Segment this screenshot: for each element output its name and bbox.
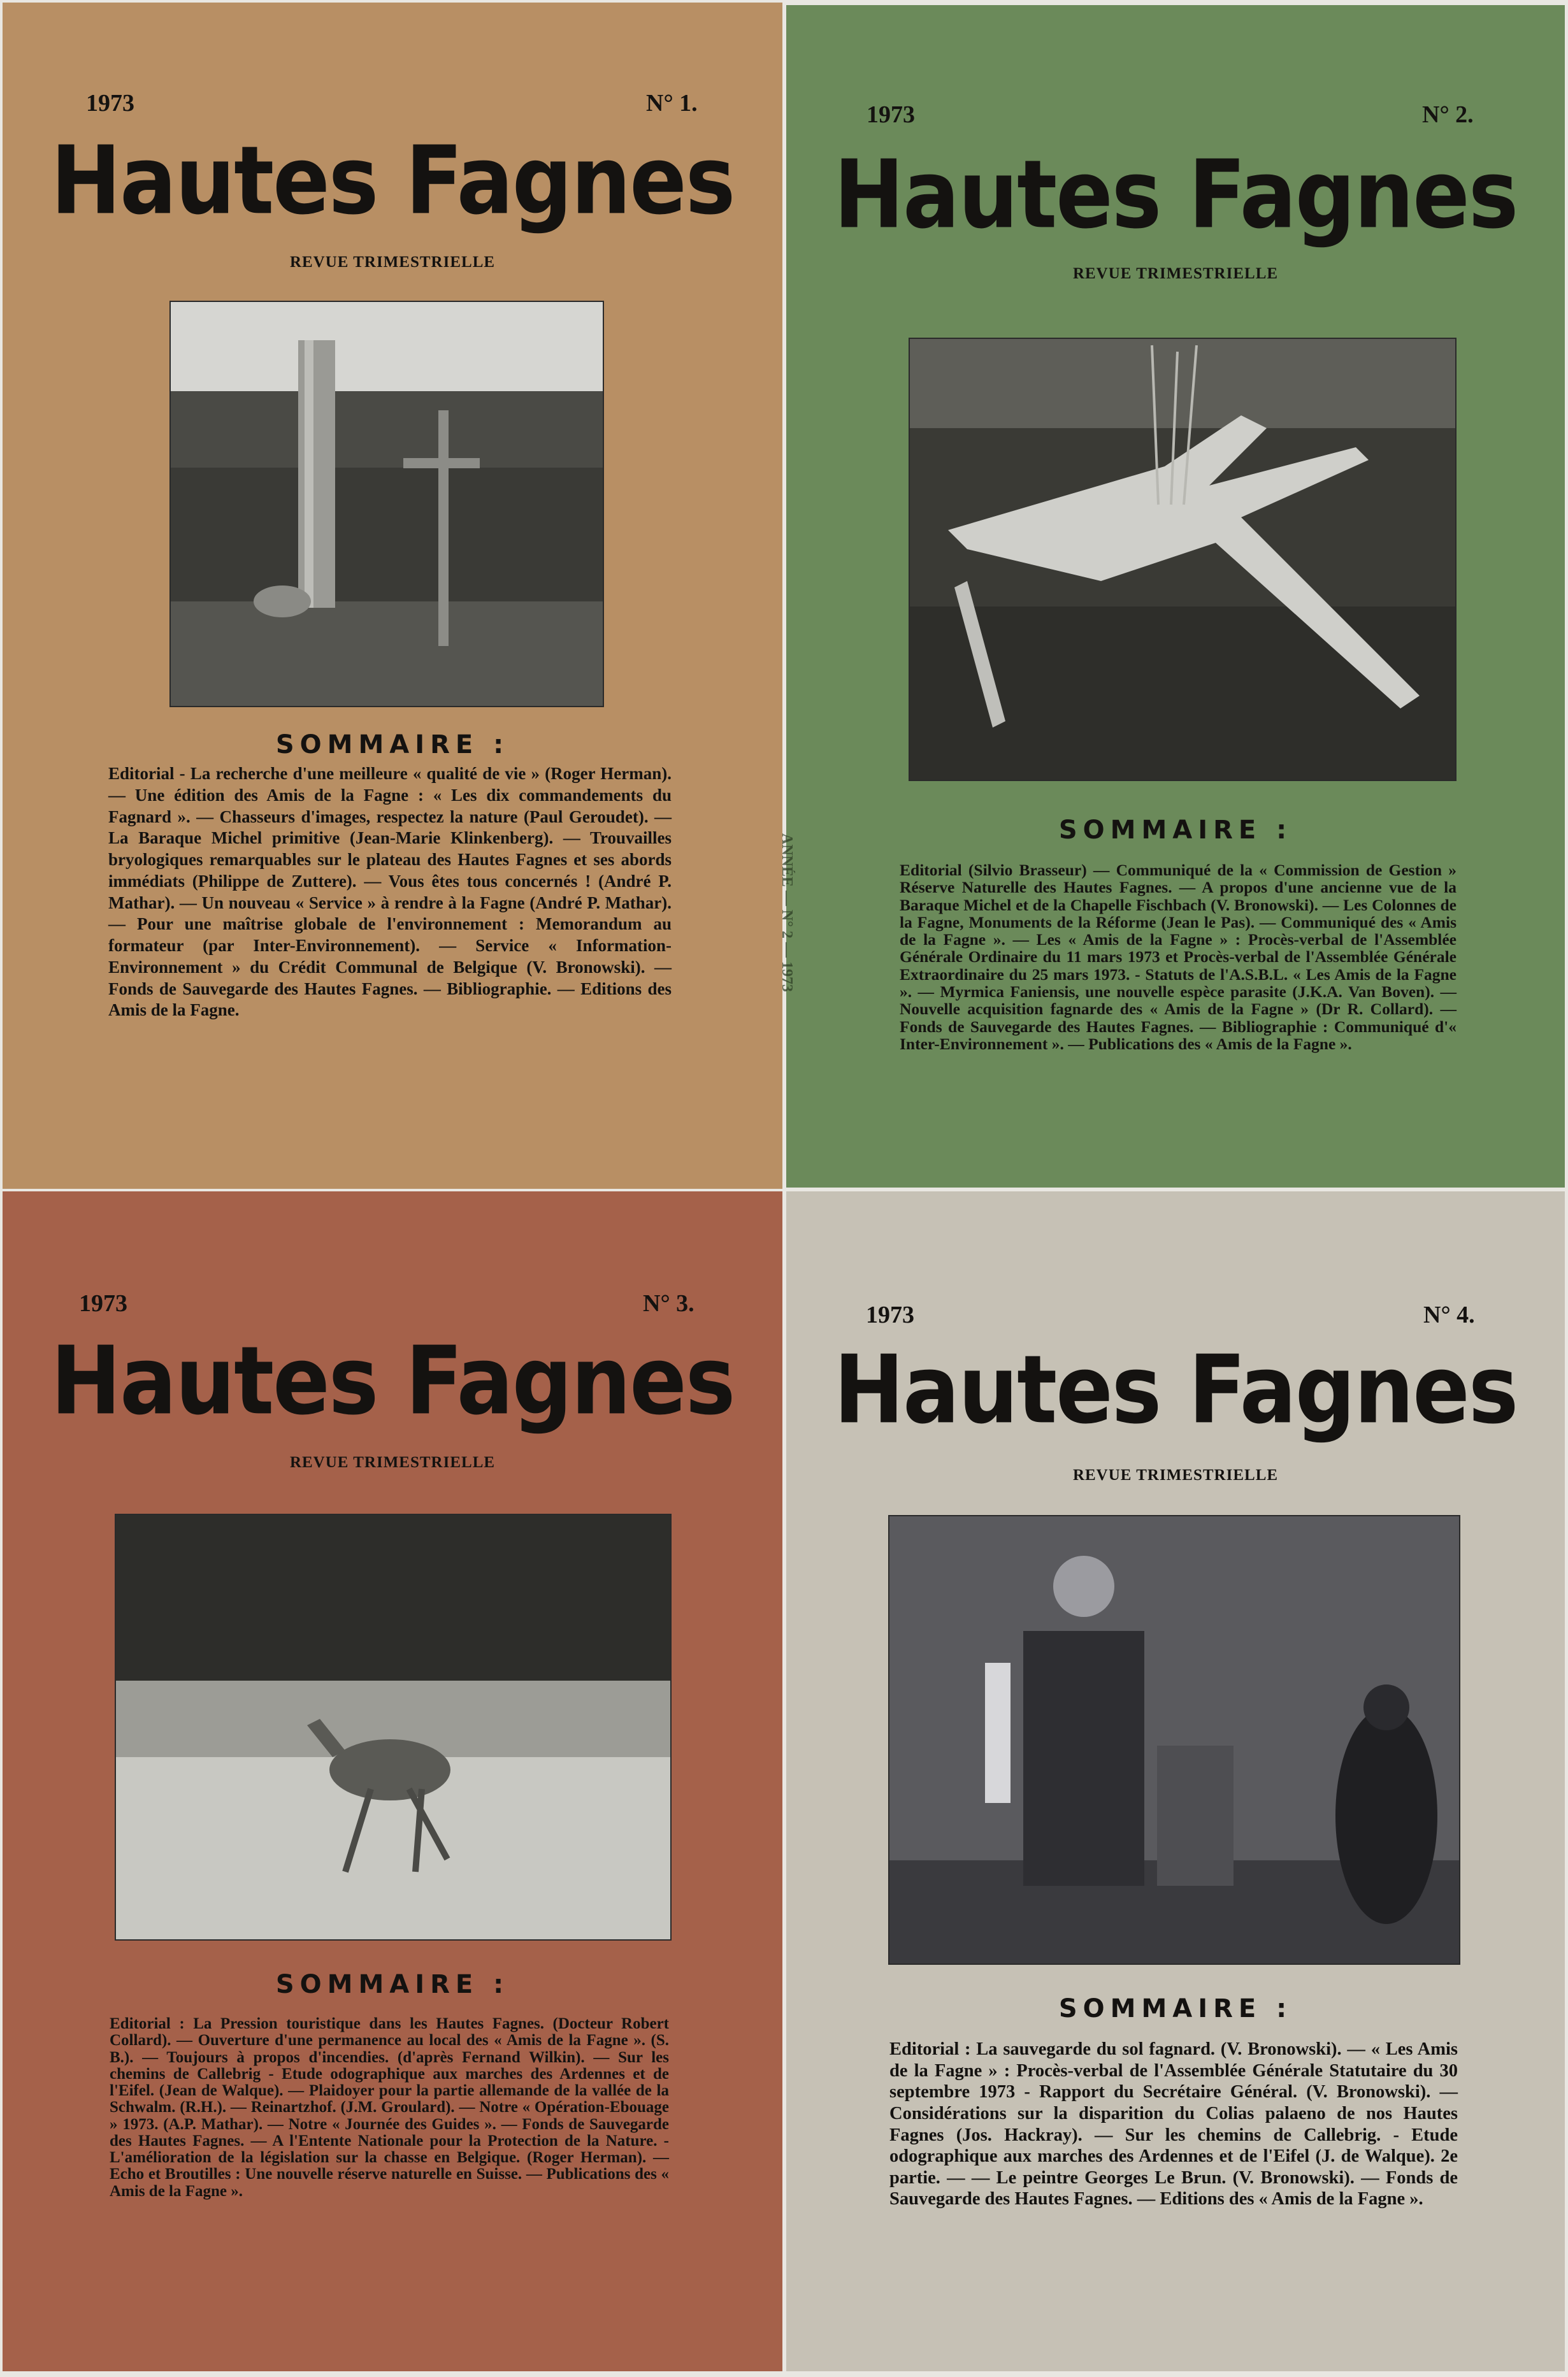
sommaire-heading: SOMMAIRE : xyxy=(1058,1994,1293,2023)
issue-number: N° 3. xyxy=(643,1290,694,1317)
table-of-contents: Editorial : La Pression touristique dans les Hautes Fagnes. (Docteur Robert Collard). — Ouverture d'une permanence au local des « Amis de la Fagne ». (S. B.). — Toujours à propos d'incendies. (d'après Fernand Wilkin). — Sur les chemins de Callebrig - Etude odographique aux marches des Ardennes et de l'Eifel. (Jean de Walque). — Plaidoyer pour la partie allemande de la vallée de la Schwalm. (R.H.). — Reinartzhof. (J.M. Groulard). — Notre « Opération-Ebouage » 1973. (A.P. Mathar). — Notre « Journée des Guides ». — Fonds de Sauvegarde des Hautes Fagnes. — A l'Entente Nationale pour la Protection de la Nature. - L'amélioration de la législation sur la chasse en Belgique. (Roger Herman). — Echo et Broutilles : Une nouvelle réserve naturelle en Suisse. — Publications des « Amis de la Fagne ». xyxy=(110,2015,669,2200)
table-of-contents: Editorial : La sauvegarde du sol fagnard. (V. Bronowski). — « Les Amis de la Fagne » : Procès-verbal de l'Assemblée Générale Statutaire du 30 septembre 1973 - Rapport du Secrétaire Général. (V. Bronowski). — Considérations sur la disparition du Colias palaeno de nos Hautes Fagnes (Jos. Hackray). — Sur les chemins de Callebrig. - Etude odographique aux marches des Ardennes et de l'Eifel (J. de Walque). 2e partie. — — Le peintre Georges Le Brun. (V. Bronowski). — Fonds de Sauvegarde des Hautes Fagnes. — Editions des « Amis de la Fagne ». xyxy=(889,2039,1458,2209)
masthead-subtitle: REVUE TRIMESTRIELLE xyxy=(1072,1467,1279,1484)
masthead-subtitle: REVUE TRIMESTRIELLE xyxy=(289,254,496,271)
cover-issue-2 xyxy=(779,5,1565,1188)
sommaire-heading: SOMMAIRE : xyxy=(275,1970,510,1999)
issue-year: 1973 xyxy=(79,1290,127,1317)
masthead-title: Hautes Fagnes xyxy=(50,126,735,236)
dead-tree-stump-photo xyxy=(909,338,1457,781)
issue-number: N° 4. xyxy=(1423,1302,1475,1328)
sommaire-heading: SOMMAIRE : xyxy=(275,730,510,759)
masthead-subtitle: REVUE TRIMESTRIELLE xyxy=(1072,265,1279,282)
issue-year: 1973 xyxy=(866,1302,914,1328)
masthead-title: Hautes Fagnes xyxy=(833,140,1518,250)
table-of-contents: Editorial (Silvio Brasseur) — Communiqué de la « Commission de Gestion » Réserve Naturelle des Hautes Fagnes. — A propos d'une ancienne vue de la Baraque Michel et de la Chapelle Fischbach (V. Bronowski). — Les Colonnes de la Fagne, Monuments de la Réforme (Jean le Pas). — Communiqué des « Amis de la Fagne ». — Les « Amis de la Fagne » : Procès-verbal de l'Assemblée Générale Ordinaire du 11 mars 1973 et Procès-verbal de l'Assemblée Générale Extraordinaire du 25 mars 1973. - Statuts de l'A.S.B.L. « Les Amis de la Fagne ». — Myrmica Faniensis, une nouvelle espèce parasite (J.K.A. Van Boven). — Nouvelle acquisition fagnarde des « Amis de la Fagne » (Dr R. Collard). — Fonds de Sauvegarde des Hautes Fagnes. — Bibliographie : Communiqué d'« Inter-Environnement ». — Publications des « Amis de la Fagne ». xyxy=(900,861,1457,1053)
issue-year: 1973 xyxy=(867,101,915,128)
boundary-stone-and-cross-photo xyxy=(169,301,604,707)
table-of-contents: Editorial - La recherche d'une meilleure « qualité de vie » (Roger Herman). — Une édition des Amis de la Fagne : « Les dix commandements du Fagnard ». — Chasseurs d'images, respectez la nature (Paul Geroudet). — La Baraque Michel primitive (Jean-Marie Klinkenberg). — Trouvailles bryologiques remarquables sur le plateau des Hautes Fagnes et ses abords immédiats (Philippe de Zuttere). — Vous êtes tous concernés ! (André P. Mathar). — Un nouveau « Service » à rendre à la Fagne (André P. Mathar). — Pour une maîtrise globale de l'environnement : Memorandum au formateur (par Inter-Environnement). — Service « Information-Environnement » du Crédit Communal de Belgique (V. Bronowski). — Fonds de Sauvegarde des Hautes Fagnes. — Bibliographie. — Editions des Amis de la Fagne. xyxy=(108,764,672,1020)
issue-number: N° 2. xyxy=(1422,101,1474,128)
masthead-subtitle: REVUE TRIMESTRIELLE xyxy=(289,1454,496,1471)
interior-with-woman-photo xyxy=(888,1515,1460,1965)
cover-issue-1 xyxy=(3,3,782,1189)
issue-year: 1973 xyxy=(86,90,134,117)
fawn-photo xyxy=(115,1514,672,1941)
issue-number: N° 1. xyxy=(646,90,698,117)
masthead-title: Hautes Fagnes xyxy=(50,1326,735,1437)
cover-issue-4 xyxy=(786,1191,1565,2371)
masthead-title: Hautes Fagnes xyxy=(833,1335,1518,1446)
sommaire-heading: SOMMAIRE : xyxy=(1058,815,1293,845)
spine-text: ANNÉE — N° 2 — 1973 xyxy=(779,833,795,992)
cover-issue-3 xyxy=(3,1191,782,2371)
